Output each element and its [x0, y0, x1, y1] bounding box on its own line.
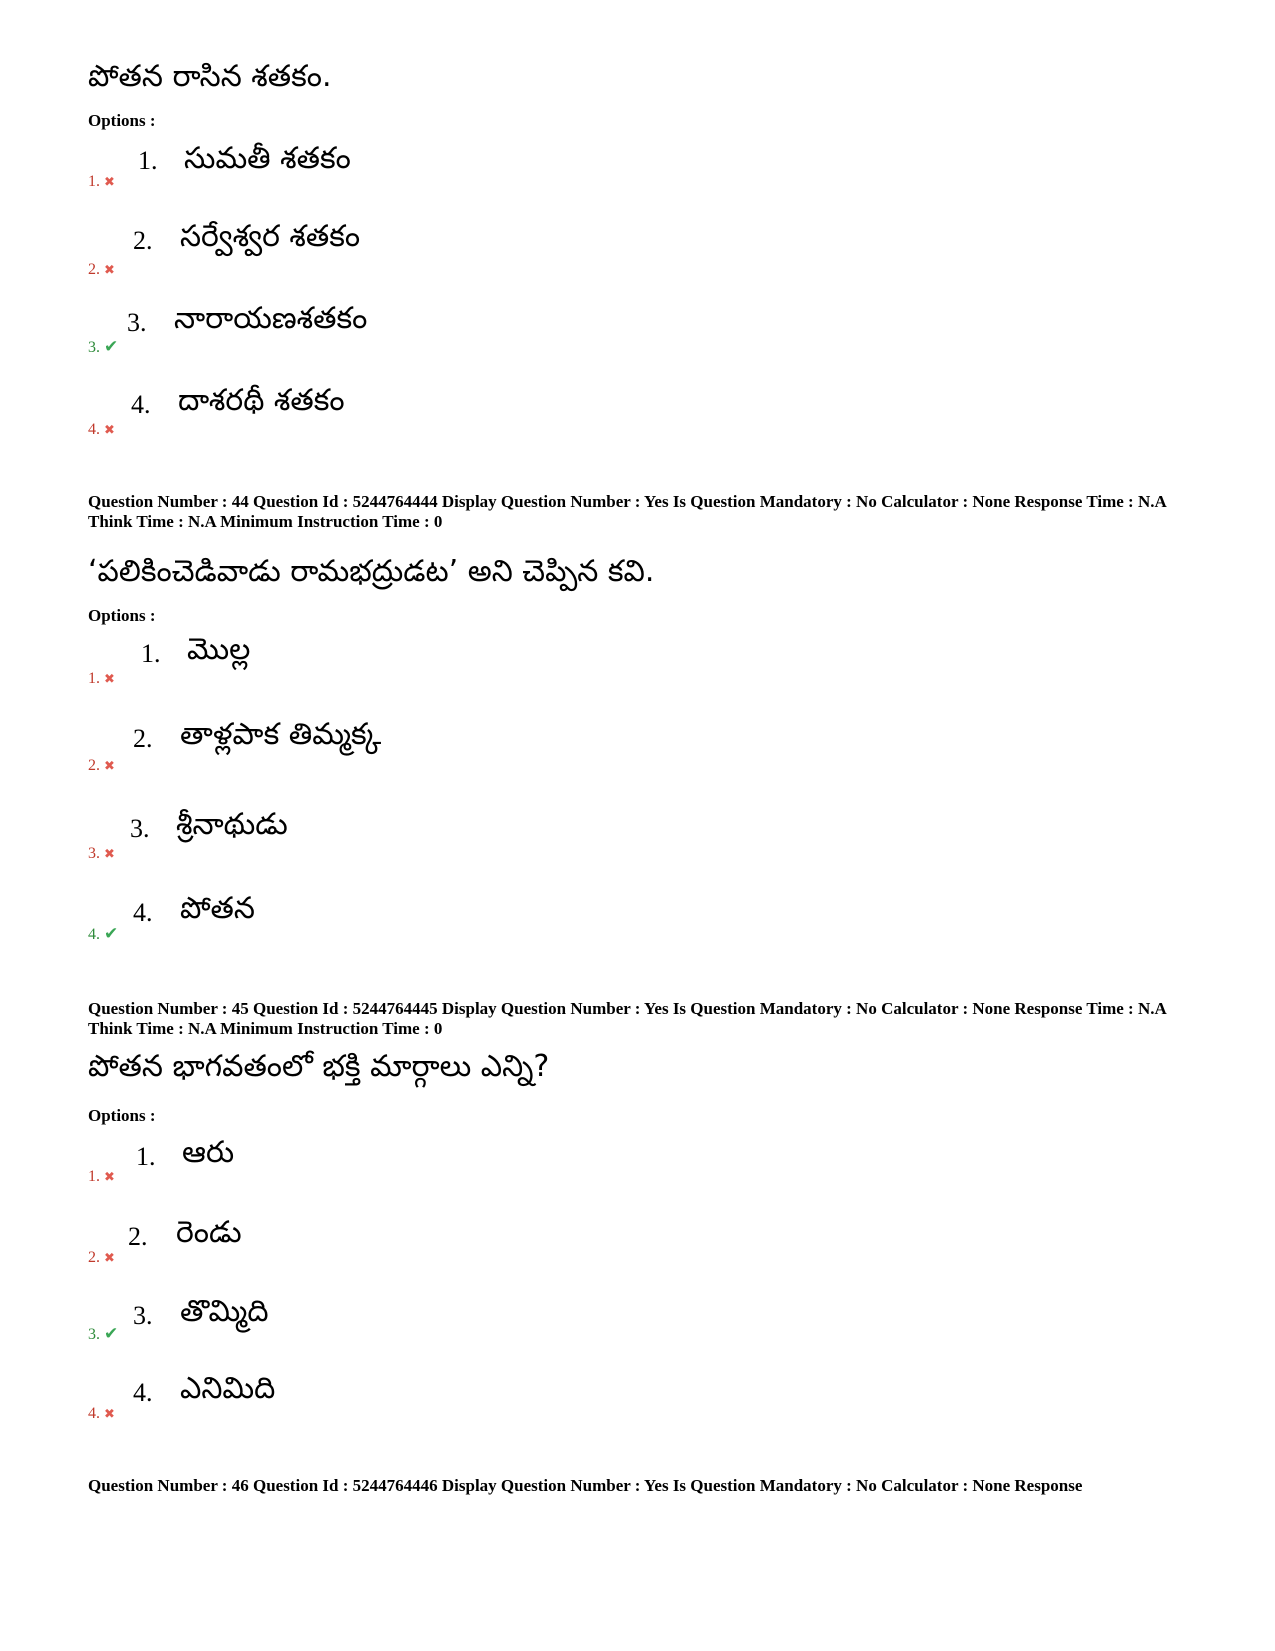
option-marker: 4. ✔: [88, 924, 119, 944]
option-marker: 1. ✖: [88, 1168, 115, 1185]
option-marker: 3. ✔: [88, 337, 119, 357]
option-item: [88, 714, 688, 774]
option-item: [88, 1283, 688, 1343]
option-item: [88, 627, 688, 687]
cross-icon: ✖: [104, 1251, 115, 1266]
option-text: మొల్ల: [187, 632, 251, 667]
option-marker: 2. ✖: [88, 1249, 115, 1266]
option-text: ఎనిమిది: [180, 1371, 276, 1406]
question-meta: Question Number : 46 Question Id : 5244764446 Display Question Number : Yes Is Question Mandatory : No Calculator : None Response: [88, 1476, 1083, 1495]
option-marker: 3. ✖: [88, 845, 115, 862]
option-text: సర్వేశ్వర శతకం: [180, 219, 361, 254]
check-icon: ✔: [104, 924, 119, 944]
option-number: 1.: [141, 639, 161, 668]
option-item: [88, 296, 688, 356]
option-number: 3.: [133, 1301, 153, 1330]
option-number: 2.: [128, 1222, 148, 1251]
option-item: [88, 1125, 688, 1185]
cross-icon: ✖: [104, 263, 115, 278]
option-marker: 2. ✖: [88, 261, 115, 278]
option-number: 2.: [133, 226, 153, 255]
cross-icon: ✖: [104, 672, 115, 687]
option-marker: 1. ✖: [88, 173, 115, 190]
option-item: [88, 218, 688, 278]
option-number: 4.: [133, 898, 153, 927]
cross-icon: ✖: [104, 1170, 115, 1185]
option-text: తాళ్లపాక తిమ్మక్క: [180, 717, 382, 752]
option-marker: 4. ✖: [88, 1405, 115, 1422]
check-icon: ✔: [104, 1324, 119, 1344]
option-number: 4.: [133, 1378, 153, 1407]
option-number: 4.: [131, 390, 151, 419]
option-text: రెండు: [176, 1215, 242, 1250]
options-label: Options :: [88, 606, 156, 625]
option-item: [88, 1362, 688, 1422]
question-text: ‘పలికించెడివాడు రామభద్రుడట’ అని చెప్పిన కవి.: [88, 554, 655, 589]
cross-icon: ✖: [104, 1407, 115, 1422]
question-text: పోతన రాసిన శతకం.: [88, 59, 332, 94]
option-item: [88, 883, 688, 943]
question-meta: Question Number : 44 Question Id : 5244764444 Display Question Number : Yes Is Question Mandatory : No Calculator : None Response Time : N.A Think Time : N.A Minimum Instruction Time : 0: [88, 492, 1166, 531]
option-number: 2.: [133, 724, 153, 753]
option-marker: 1. ✖: [88, 670, 115, 687]
option-item: [88, 130, 688, 190]
option-text: దాశరథీ శతకం: [178, 383, 345, 418]
option-marker: 2. ✖: [88, 757, 115, 774]
option-marker: 4. ✖: [88, 421, 115, 438]
option-text: సుమతీ శతకం: [184, 141, 351, 176]
option-number: 3.: [127, 308, 147, 337]
option-text: నారాయణశతకం: [174, 301, 368, 336]
cross-icon: ✖: [104, 759, 115, 774]
question-meta: Question Number : 45 Question Id : 5244764445 Display Question Number : Yes Is Question Mandatory : No Calculator : None Response Time : N.A Think Time : N.A Minimum Instruction Time : 0: [88, 999, 1166, 1038]
option-number: 3.: [130, 814, 150, 843]
options-label: Options :: [88, 111, 156, 130]
option-number: 1.: [136, 1142, 156, 1171]
question-text: పోతన భాగవతంలో భక్తి మార్గాలు ఎన్ని?: [88, 1049, 550, 1084]
cross-icon: ✖: [104, 847, 115, 862]
option-item: [88, 378, 688, 438]
cross-icon: ✖: [104, 175, 115, 190]
options-label: Options :: [88, 1106, 156, 1125]
option-marker: 3. ✔: [88, 1324, 119, 1344]
option-item: [88, 1206, 688, 1266]
option-text: శ్రీనాథుడు: [176, 807, 288, 842]
option-text: తొమ్మిది: [180, 1294, 269, 1329]
option-text: పోతన: [180, 891, 255, 926]
option-number: 1.: [138, 146, 158, 175]
option-item: [88, 802, 688, 862]
option-text: ఆరు: [182, 1135, 235, 1170]
check-icon: ✔: [104, 337, 119, 357]
cross-icon: ✖: [104, 423, 115, 438]
